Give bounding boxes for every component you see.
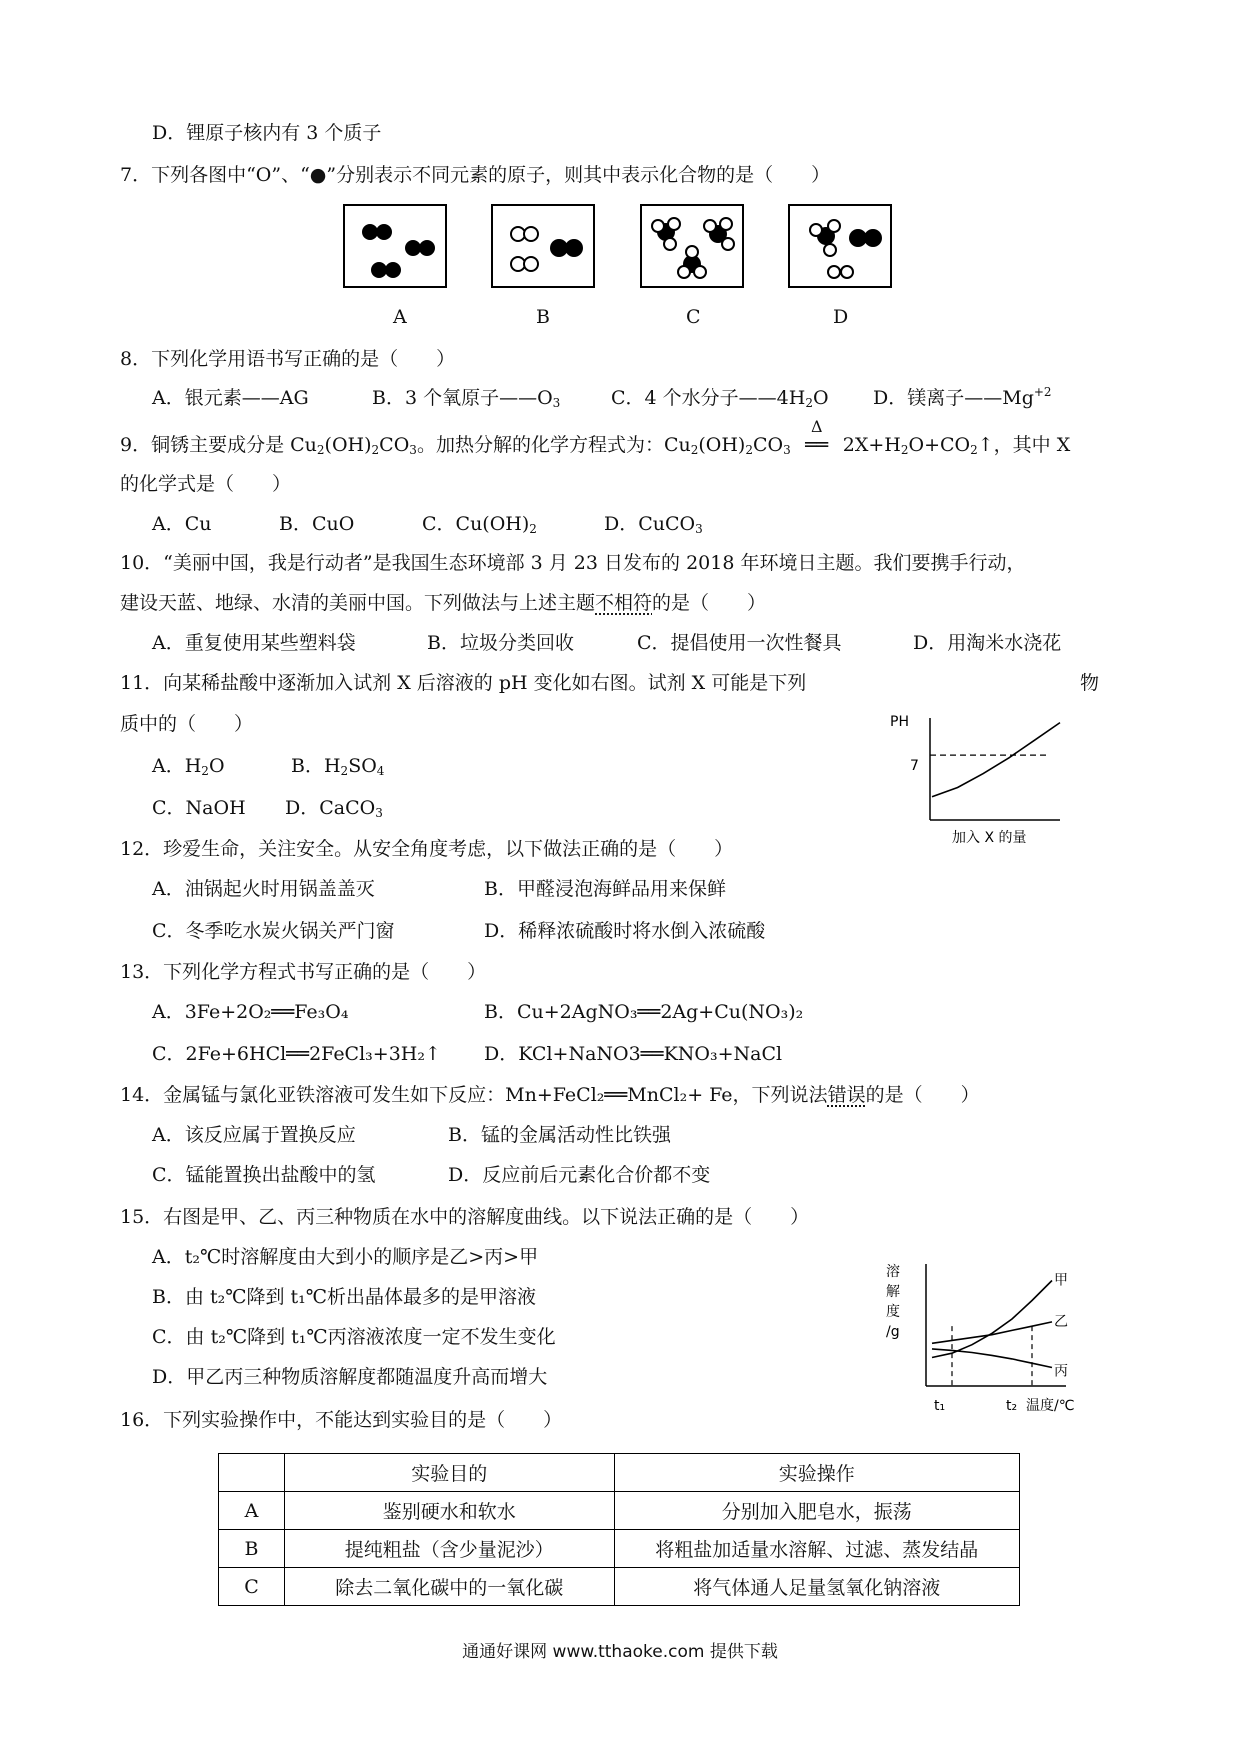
q8-stem: 8．下列化学用语书写正确的是（ ）	[120, 348, 456, 370]
q15-option-a: A．t₂℃时溶解度由大到小的顺序是乙>丙>甲	[152, 1246, 539, 1268]
q16-stem: 16．下列实验操作中，不能达到实验目的是（ ）	[120, 1409, 563, 1431]
table-header-blank	[219, 1454, 285, 1492]
molecule-d-image	[790, 206, 894, 290]
q14-stem: 14．金属锰与氯化亚铁溶液可发生如下反应：Mn+FeCl₂══MnCl₂+ Fe，下列说法错误的是（ ）	[120, 1084, 980, 1106]
q9-stem: 9．铜锈主要成分是 $Cu_2(OH)_2CO_3$。加热分解的化学方程式为：$Cu_2(OH)_2CO_3$ Δ ══ $2X+H_2O+CO_2↑$，其中 X	[120, 417, 1071, 457]
q7-label-b: B	[536, 306, 550, 328]
q10-stem-line1: 10．“美丽中国，我是行动者”是我国生态环境部 3 月 23 日发布的 2018 年环境日主题。我们要携手行动，	[120, 552, 1026, 574]
q12-option-a: A．油锅起火时用锅盖盖灭	[152, 878, 375, 900]
q11-option-c: C．NaOH	[152, 797, 246, 819]
q13-option-b: B．Cu+2AgNO₃══2Ag+Cu(NO₃)₂	[484, 1001, 804, 1023]
q15-option-d: D．甲乙丙三种物质溶解度都随温度升高而增大	[152, 1366, 548, 1388]
q8-option-b: B．3 个氧原子$——O_3$	[372, 387, 561, 410]
q8-option-d: D．镁离子$——Mg^{+2}$	[873, 385, 1052, 409]
q10-option-c: C．提倡使用一次性餐具	[637, 632, 842, 654]
q12-option-c: C．冬季吃水炭火锅关严门窗	[152, 920, 395, 942]
molecule-b-image	[493, 206, 597, 290]
table-row	[219, 1530, 1020, 1568]
table-cell-purpose: 除去二氧化碳中的一氧化碳	[284, 1568, 614, 1606]
q7-stem: 7．下列各图中“O”、“●”分别表示不同元素的原子，则其中表示化合物的是（ ）	[120, 164, 831, 186]
q12-option-d: D．稀释浓硫酸时将水倒入浓硫酸	[484, 920, 766, 942]
q10-option-a: A．重复使用某些塑料袋	[152, 632, 356, 654]
q9-option-d: D．CuCO$_3$	[604, 513, 703, 536]
table-row	[219, 1492, 1020, 1530]
q14-option-b: B．锰的金属活动性比铁强	[448, 1124, 671, 1146]
q7-label-c: C	[686, 306, 701, 328]
page-footer: 通通好课网 www.tthaoke.com 提供下载	[462, 1642, 778, 1662]
q13-option-a: A．3Fe+2O₂══Fe₃O₄	[152, 1001, 349, 1023]
q11-stem-line1: 11．向某稀盐酸中逐渐加入试剂 X 后溶液的 pH 变化如右图。试剂 X 可能是下列	[120, 672, 807, 694]
table-header-purpose: 实验目的	[284, 1454, 614, 1492]
q9-option-a: A．Cu	[152, 513, 212, 535]
q11-stem-line1-end: 物	[1080, 672, 1100, 694]
q12-option-b: B．甲醛浸泡海鲜品用来保鲜	[484, 878, 726, 900]
q13-option-c: C．2Fe+6HCl══2FeCl₃+3H₂↑	[152, 1043, 441, 1065]
q7-diagram-b	[491, 204, 595, 288]
q14-option-d: D．反应前后元素化合价都不变	[448, 1164, 711, 1186]
q13-stem: 13．下列化学方程式书写正确的是（ ）	[120, 961, 487, 983]
q12-stem: 12．珍爱生命，关注安全。从安全角度考虑，以下做法正确的是（ ）	[120, 838, 734, 860]
ph-chart	[880, 708, 1080, 848]
table-cell-operation: 将粗盐加适量水溶解、过滤、蒸发结晶	[614, 1530, 1020, 1568]
q7-label-a: A	[393, 306, 407, 328]
table-cell-purpose: 提纯粗盐（含少量泥沙）	[284, 1530, 614, 1568]
ph-tick-7: 7	[910, 758, 919, 774]
q7-diagram-d	[788, 204, 892, 288]
table-cell-operation: 分别加入肥皂水，振荡	[614, 1492, 1020, 1530]
table-header-operation: 实验操作	[614, 1454, 1020, 1492]
q11-option-a: A．$H_2O$	[152, 755, 225, 778]
q7-diagram-a	[343, 204, 447, 288]
q7-diagram-c	[640, 204, 744, 288]
q10-option-b: B．垃圾分类回收	[427, 632, 574, 654]
molecule-a-image	[345, 206, 449, 290]
q9-stem-line2: 的化学式是（ ）	[120, 473, 292, 495]
table-cell-option: A	[219, 1492, 285, 1530]
sol-y-label: 溶 解 度 /g	[886, 1264, 900, 1340]
q14-option-a: A．该反应属于置换反应	[152, 1124, 356, 1146]
q6-option-d: D．锂原子核内有 3 个质子	[152, 122, 382, 144]
q14-option-c: C．锰能置换出盐酸中的氢	[152, 1164, 376, 1186]
q7-label-d: D	[833, 306, 849, 328]
table-row	[219, 1568, 1020, 1606]
heating-equals-sign: Δ ══	[805, 417, 829, 456]
q8-option-c: C．4 个水分子$——4H_2O$	[611, 387, 829, 410]
table-cell-option: B	[219, 1530, 285, 1568]
q15-option-c: C．由 t₂℃降到 t₁℃丙溶液浓度一定不发生变化	[152, 1326, 556, 1348]
q15-stem: 15．右图是甲、乙、丙三种物质在水中的溶解度曲线。以下说法正确的是（ ）	[120, 1206, 810, 1228]
table-cell-purpose: 鉴别硬水和软水	[284, 1492, 614, 1530]
solubility-curve-3	[932, 1349, 1052, 1368]
q10-option-d: D．用淘米水浇花	[913, 632, 1062, 654]
molecule-c-image	[642, 206, 746, 290]
q9-option-b: B．CuO	[279, 513, 355, 535]
q11-option-b: B．$H_2SO_4$	[291, 755, 385, 778]
table-cell-option: C	[219, 1568, 285, 1606]
q15-option-b: B．由 t₂℃降到 t₁℃析出晶体最多的是甲溶液	[152, 1286, 537, 1308]
sol-tick-t1: t₁	[934, 1398, 946, 1414]
table-cell-operation: 将气体通人足量氢氧化钠溶液	[614, 1568, 1020, 1606]
sol-x-label: 温度/℃	[1026, 1398, 1075, 1414]
q13-option-d: D．KCl+NaNO3══KNO₃+NaCl	[484, 1043, 783, 1065]
q11-option-d: D．CaCO$_3$	[285, 797, 383, 820]
sol-tick-t2: t₂	[1006, 1398, 1018, 1414]
solubility-series-label: 甲	[1054, 1272, 1068, 1289]
ph-y-label: PH	[890, 714, 909, 730]
q11-stem-line2: 质中的（ ）	[120, 713, 254, 735]
solubility-series-label: 乙	[1054, 1313, 1068, 1330]
solubility-chart	[876, 1258, 1100, 1420]
q8-option-a: A．银元素——AG	[152, 387, 309, 409]
solubility-series-label: 丙	[1054, 1363, 1068, 1380]
experiment-table	[218, 1453, 1020, 1606]
table-header-row	[219, 1454, 1020, 1492]
ph-x-label: 加入 X 的量	[952, 830, 1027, 846]
solubility-curve-1	[932, 1281, 1052, 1358]
q9-option-c: C．$Cu(OH)_2$	[422, 513, 537, 536]
ph-curve	[932, 723, 1060, 797]
q10-stem-line2: 建设天蓝、地绿、水清的美丽中国。下列做法与上述主题不相符的是（ ）	[120, 592, 767, 614]
